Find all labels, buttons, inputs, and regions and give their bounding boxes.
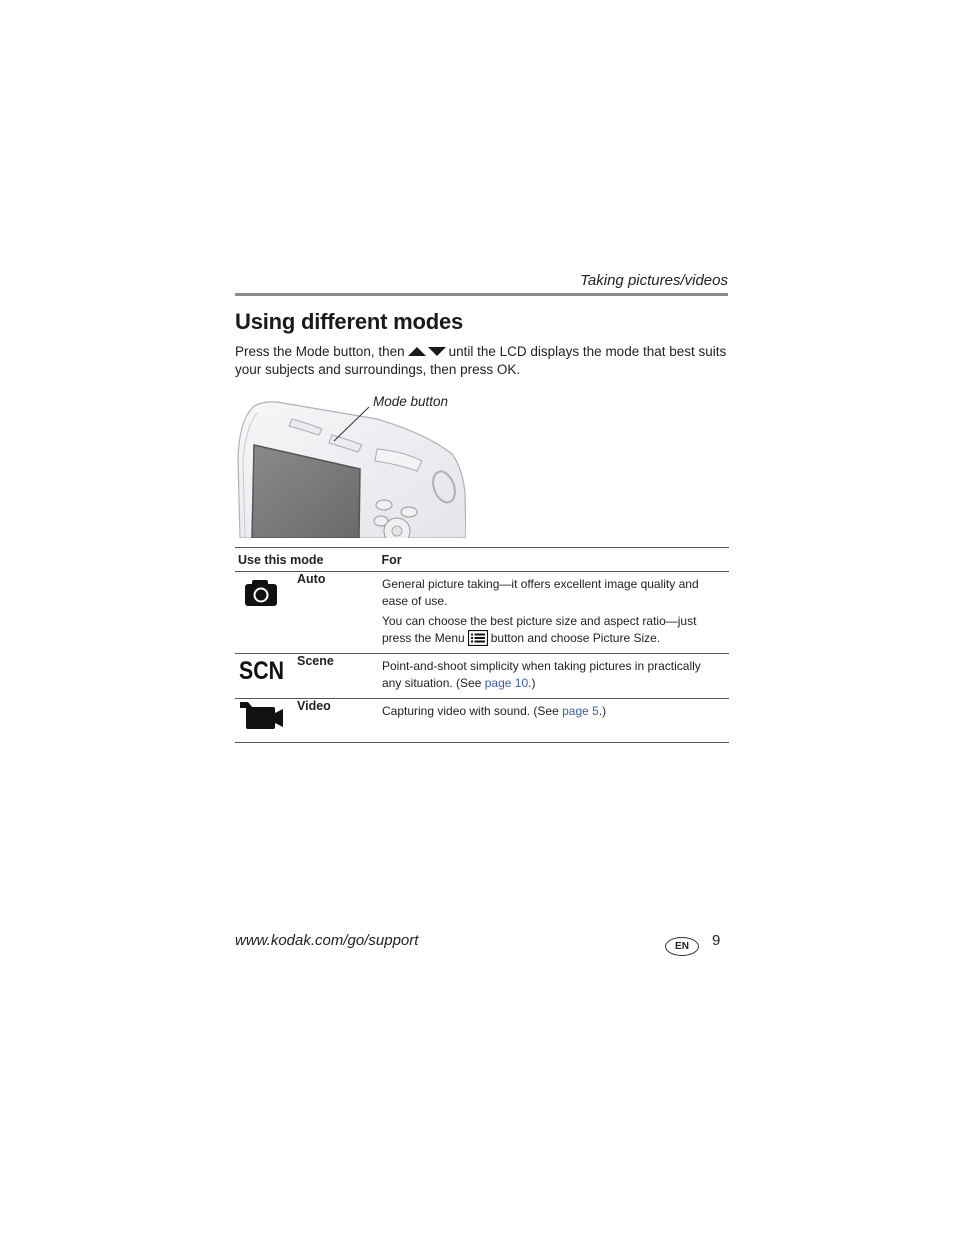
- table-row: [235, 699, 729, 743]
- description-text-before: You can choose the best picture size and aspect ratio—just press the Menu: [382, 614, 697, 645]
- column-header-for: For: [379, 548, 730, 572]
- footer-url: www.kodak.com/go/support: [235, 932, 419, 949]
- camera-illustration: [237, 399, 466, 538]
- page-title: Using different modes: [235, 309, 464, 334]
- camera-icon: [241, 572, 289, 612]
- video-camera-icon: [239, 699, 287, 733]
- mode-icon-cell: [235, 654, 291, 699]
- description-text-after: button and choose Picture Size.: [490, 631, 661, 645]
- mode-icon-cell: [235, 699, 291, 743]
- description-text: General picture taking—it offers excellent image quality and ease of use.: [382, 577, 699, 608]
- figure-caption: Mode button: [373, 394, 449, 409]
- mode-description-video: [379, 699, 730, 743]
- intro-paragraph: [235, 343, 730, 379]
- description-text-end: .): [598, 704, 607, 718]
- section-title: Taking pictures/videos: [580, 272, 728, 289]
- page-number: 9: [712, 932, 721, 949]
- table-row: [235, 654, 729, 699]
- column-header-mode: Use this mode: [235, 548, 379, 572]
- header-rule: [235, 293, 728, 296]
- intro-text-after: until the LCD displays the mode that best suits your subjects and surroundings, then press OK.: [235, 344, 727, 377]
- mode-description-auto: [379, 572, 730, 654]
- mode-icon-cell: [235, 572, 291, 654]
- intro-text-before: Press the Mode button, then: [235, 344, 405, 359]
- description-text: [382, 613, 723, 647]
- table-header-row: [235, 548, 729, 572]
- svg-text:SCN: SCN: [239, 657, 284, 684]
- mode-name-auto: Auto: [291, 572, 379, 654]
- description-text-end: .): [528, 676, 536, 690]
- menu-icon: [468, 630, 488, 646]
- scn-icon: [238, 654, 288, 684]
- mode-description-scene: [379, 654, 730, 699]
- modes-table: [235, 547, 729, 743]
- mode-name-video: Video: [291, 699, 379, 743]
- description-text: Capturing video with sound. (See: [382, 704, 559, 718]
- up-down-arrows-icon: [408, 346, 446, 357]
- language-badge: EN: [665, 937, 699, 956]
- table-row: [235, 572, 729, 654]
- description-text: Point-and-shoot simplicity when taking pictures in practically any situation. (See: [382, 659, 701, 690]
- mode-name-scene: Scene: [291, 654, 379, 699]
- page-link[interactable]: page 5: [562, 704, 599, 718]
- page-link[interactable]: page 10: [484, 676, 529, 690]
